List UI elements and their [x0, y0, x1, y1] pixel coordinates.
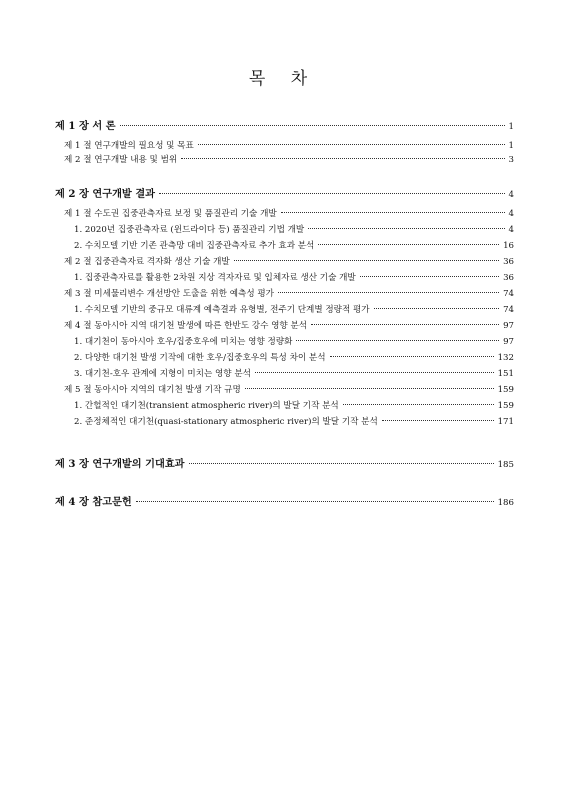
toc-page-number: 159	[497, 401, 514, 411]
toc-page-number: 74	[503, 289, 514, 299]
toc-page-number: 3	[508, 155, 514, 165]
toc-subsection[interactable]	[74, 272, 514, 284]
toc-entry-label: 제 1 절 수도권 집중관측자료 보정 및 품질관리 기술 개발	[64, 209, 277, 219]
dot-leader	[374, 308, 499, 309]
toc-entry-label: 3. 대기천-호우 관계에 지형이 미치는 영향 분석	[74, 369, 251, 379]
toc-entry-label: 2. 다양한 대기천 발생 기작에 대한 호우/집중호우의 특성 차이 분석	[74, 353, 326, 363]
toc-subsection[interactable]	[74, 400, 514, 412]
toc-entry-label: 제 2 장 연구개발 결과	[55, 188, 156, 200]
toc-entry-label: 제 1 장 서 론	[55, 120, 116, 132]
dot-leader	[278, 292, 499, 293]
toc-page-number: 16	[503, 241, 514, 251]
toc-subsection[interactable]	[74, 224, 514, 236]
dot-leader	[343, 404, 494, 405]
toc-page-number: 36	[503, 257, 514, 267]
toc-page-number: 132	[497, 353, 514, 363]
dot-leader	[308, 228, 504, 229]
toc-section[interactable]	[64, 140, 514, 152]
toc-subsection[interactable]	[74, 368, 514, 380]
toc-page-number: 4	[508, 209, 514, 219]
toc-section[interactable]	[64, 256, 514, 268]
toc-entry-label: 제 5 절 동아시아 지역의 대기천 발생 기작 규명	[64, 385, 241, 395]
toc-subsection[interactable]	[74, 416, 514, 428]
toc-page-number: 4	[508, 225, 514, 235]
toc-page-number: 186	[497, 498, 514, 508]
toc-entry-label: 1. 2020년 집중관측자료 (윈드라이다 등) 품질관리 기법 개발	[74, 225, 305, 235]
toc-section[interactable]	[64, 320, 514, 332]
toc-section[interactable]	[64, 288, 514, 300]
toc-section[interactable]	[64, 384, 514, 396]
toc-entry-label: 제 2 절 연구개발 내용 및 범위	[64, 155, 178, 165]
toc-page-number: 97	[503, 321, 514, 331]
toc-page-number: 1	[508, 122, 514, 132]
dot-leader	[311, 324, 499, 325]
toc-subsection[interactable]	[74, 352, 514, 364]
toc-entry-label: 1. 대기천이 동아시아 호우/집중호우에 미치는 영향 정량화	[74, 337, 293, 347]
toc-entry-label: 제 3 장 연구개발의 기대효과	[55, 458, 185, 470]
toc-page-number: 171	[497, 417, 514, 427]
toc-entry-label: 1. 간헐적인 대기천(transient atmospheric river)의 발달 기작 분석	[74, 401, 339, 411]
toc-page-number: 4	[508, 190, 514, 200]
toc-chapter[interactable]	[55, 496, 514, 509]
toc-page-number: 97	[503, 337, 514, 347]
dot-leader	[296, 340, 499, 341]
toc-entry-label: 제 4 절 동아시아 지역 대기천 발생에 따른 한반도 강수 영향 분석	[64, 321, 308, 331]
toc-entry-label: 제 2 절 집중관측자료 격자화 생산 기술 개발	[64, 257, 230, 267]
dot-leader	[189, 463, 494, 464]
dot-leader	[245, 388, 494, 389]
toc-entry-label: 1. 집중관측자료를 활용한 2차원 지상 격자자료 및 입체자료 생산 기술 개발	[74, 273, 356, 283]
toc-page-number: 159	[497, 385, 514, 395]
dot-leader	[281, 212, 505, 213]
dot-leader	[136, 501, 494, 502]
toc-chapter[interactable]	[55, 458, 514, 471]
toc-section[interactable]	[64, 154, 514, 166]
dot-leader	[159, 193, 505, 194]
dot-leader	[181, 158, 504, 159]
toc-subsection[interactable]	[74, 304, 514, 316]
toc-entry-label: 2. 준정체적인 대기천(quasi-stationary atmospheric river)의 발달 기작 분석	[74, 417, 378, 427]
toc-title: 목 차	[248, 69, 318, 89]
toc-entry-label: 제 1 절 연구개발의 필요성 및 목표	[64, 141, 194, 151]
toc-page-number: 1	[508, 141, 514, 151]
dot-leader	[360, 276, 499, 277]
toc-entry-label: 2. 수치모델 기반 기존 관측망 대비 집중관측자료 추가 효과 분석	[74, 241, 315, 251]
toc-entry-label: 1. 수치모델 기반의 중규모 대류계 예측결과 유형별, 전주기 단계별 정량적 평가	[74, 305, 370, 315]
dot-leader	[255, 372, 494, 373]
toc-entry-label: 제 3 절 미세물리변수 개선방안 도출을 위한 예측성 평가	[64, 289, 274, 299]
dot-leader	[382, 420, 494, 421]
toc-page-number: 151	[497, 369, 514, 379]
toc-entry-label: 제 4 장 참고문헌	[55, 496, 132, 508]
toc-page-number: 185	[497, 460, 514, 470]
toc-page-number: 74	[503, 305, 514, 315]
toc-subsection[interactable]	[74, 336, 514, 348]
dot-leader	[198, 144, 505, 145]
toc-page-number: 36	[503, 273, 514, 283]
toc-section[interactable]	[64, 208, 514, 220]
dot-leader	[234, 260, 499, 261]
toc-subsection[interactable]	[74, 240, 514, 252]
dot-leader	[120, 125, 505, 126]
toc-chapter[interactable]	[55, 120, 514, 133]
dot-leader	[318, 244, 499, 245]
dot-leader	[330, 356, 494, 357]
toc-chapter[interactable]	[55, 188, 514, 201]
